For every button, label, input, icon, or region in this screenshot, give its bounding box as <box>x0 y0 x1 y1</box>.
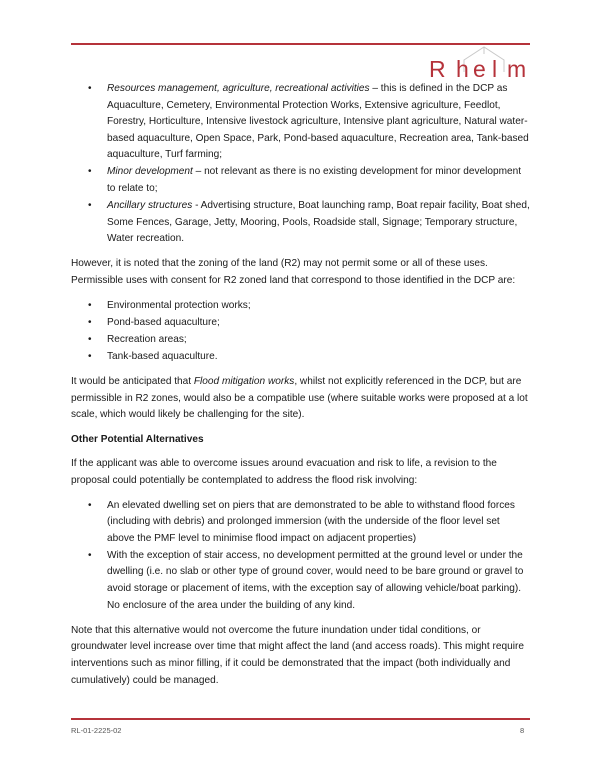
paragraph-flood-mitigation: It would be anticipated that Flood mitigation works, whilst not explicitly referenced in the DCP, but are permissible in R2 zones, would also be a compatible use (where suitable works were proposed at a lot scale, which would likely be challenging for the site). <box>71 376 528 421</box>
svg-text:R: R <box>429 56 452 82</box>
list-item-term: Resources management, agriculture, recreational activities <box>107 83 370 94</box>
list-item-text: – this is defined in the DCP as Aquaculture, Cemetery, Environmental Protection Works, Extensive agriculture, Feedlot, Forestry, Horticulture, Intensive livestock agriculture, Intensive plant agriculture, Natural water-based aquaculture, Open Space, Park, Pond-based aquaculture, Recreation area, Tank-based aquaculture, Turf farming; <box>107 83 529 161</box>
permissible-uses-list <box>71 298 530 366</box>
list-item-term: Minor development <box>107 166 193 178</box>
page-number: 8 <box>520 726 525 735</box>
header-rule <box>71 43 530 45</box>
list-item: • Tank-based aquaculture. <box>107 349 530 366</box>
list-item-text: – not relevant as there is no existing development for minor development to relate to; <box>107 166 522 195</box>
footer-rule <box>71 718 530 720</box>
document-reference: RL-01-2225-02 <box>71 726 122 735</box>
paragraph-zoning: However, it is noted that the zoning of the land (R2) may not permit some or all of these uses. Permissible uses with consent for R2 zoned land that correspond to those identified in the DCP are: <box>71 258 516 287</box>
rhelm-logo <box>425 46 535 82</box>
svg-text:m: m <box>507 56 527 82</box>
document-body <box>71 81 530 689</box>
list-item: • Pond-based aquaculture; <box>107 315 530 332</box>
alternatives-list <box>71 498 530 615</box>
list-item <box>107 198 530 248</box>
list-item <box>107 164 530 197</box>
dcp-uses-list <box>71 81 530 248</box>
list-item-text: - Advertising structure, Boat launching ramp, Boat repair facility, Boat shed, Some Fences, Garage, Jetty, Mooring, Pools, Roadside stall, Signage; Temporary structure, Water recreation. <box>107 200 530 245</box>
list-item: • An elevated dwelling set on piers that are demonstrated to be able to withstand flood forces (including with debris) and prolonged immersion (with the underside of the floor level set above the PMF level to minimise flood impact on adjacent properties) <box>107 498 530 548</box>
paragraph-note: Note that this alternative would not overcome the future inundation under tidal conditions, or groundwater level increase over time that might affect the land (and access roads). This might require interventions such as minor filling, if it could be demonstrated that the impact (both individually and cumulatively) could be managed. <box>71 624 524 686</box>
svg-text:l: l <box>492 56 498 82</box>
list-item-term: Ancillary structures <box>107 200 193 212</box>
svg-text:e: e <box>473 56 486 82</box>
list-item <box>107 81 530 164</box>
rhelm-logo-graphic <box>425 46 535 82</box>
list-item: • Recreation areas; <box>107 332 530 349</box>
section-heading: Other Potential Alternatives <box>71 433 204 445</box>
svg-text:h: h <box>456 56 469 82</box>
paragraph-alternatives-intro: If the applicant was able to overcome issues around evacuation and risk to life, a revision to the proposal could potentially be contemplated to address the flood risk involving: <box>71 458 497 486</box>
list-item: • Environmental protection works; <box>107 298 530 315</box>
list-item: • With the exception of stair access, no development permitted at the ground level or under the dwelling (i.e. no slab or other type of ground cover, would need to be bare ground or gravel to avoid storage or placement of items, with the exception say of allowing vehicle/boat parking). No enclosure of the area under the building of any kind. <box>107 548 530 614</box>
